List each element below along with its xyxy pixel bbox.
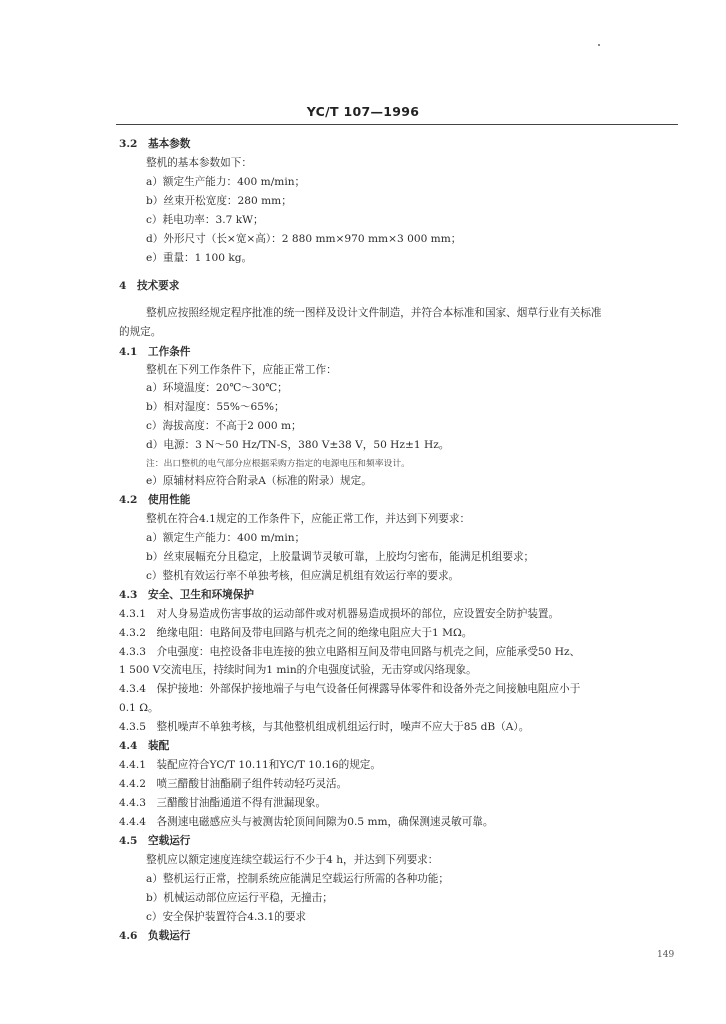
clause-4-4-4: 4.4.4 各测速电磁感应头与被测齿轮顶间间隙为0.5 mm，确保测速灵敏可靠。 [119,816,494,828]
section-4-2-heading: 4.2 使用性能 [119,494,191,506]
list-item: d）电源：3 N～50 Hz/TN-S，380 V±38 V，50 Hz±1 Hz。 [146,439,450,451]
clause-4-3-5: 4.3.5 整机噪声不单独考核，与其他整机组成机组运行时，噪声不应大于85 dB（A）。 [119,721,530,733]
clause-4-4-2: 4.4.2 喷三醋酸甘油酯刷子组件转动轻巧灵活。 [119,778,348,790]
list-item: c）海拔高度：不高于2 000 m； [146,420,302,432]
section-4-heading: 4 技术要求 [119,280,180,292]
standard-header-code: YC/T 107—1996 [306,104,420,119]
scan-speck [598,44,600,46]
clause-4-4-1: 4.4.1 装配应符合YC/T 10.11和YC/T 10.16的规定。 [119,759,381,771]
list-item: a）额定生产能力：400 m/min； [146,176,306,188]
list-item: b）丝束展幅充分且稳定，上胶量调节灵敏可靠，上胶均匀密布，能满足机组要求； [146,551,535,563]
list-item: c）耗电功率：3.7 kW； [146,214,264,226]
section-4-1-heading: 4.1 工作条件 [119,346,191,358]
clause-4-3-2: 4.3.2 绝缘电阻：电路间及带电回路与机壳之间的绝缘电阻应大于1 MΩ。 [119,627,473,639]
text-line: 0.1 Ω。 [119,702,159,714]
note-line: 注：出口整机的电气部分应根据采购方指定的电源电压和频率设计。 [146,459,410,469]
section-3-2-heading: 3.2 基本参数 [119,138,191,150]
list-item: a）整机运行正常，控制系统应能满足空载运行所需的各种功能； [146,873,449,885]
list-item: a）环境温度：20℃～30℃； [146,382,288,394]
text-line: 整机在下列工作条件下，应能正常工作： [146,364,337,376]
section-4-3-heading: 4.3 安全、卫生和环境保护 [119,589,254,601]
clause-4-3-1: 4.3.1 对人身易造成伤害事故的运动部件或对机器易造成损坏的部位，应设置安全防护装置。 [119,608,560,620]
section-4-4-heading: 4.4 装配 [119,740,170,752]
text-line: 整机在符合4.1规定的工作条件下，应能正常工作，并达到下列要求： [146,513,471,525]
clause-4-4-3: 4.4.3 三醋酸甘油酯通道不得有泄漏现象。 [119,797,327,809]
list-item: a）额定生产能力：400 m/min； [146,532,306,544]
list-item: c）安全保护装置符合4.3.1的要求 [146,911,307,923]
clause-4-3-4: 4.3.4 保护接地：外部保护接地端子与电气设备任何裸露导体零件和设备外壳之间接触电阻应小于 [119,683,581,695]
text-line: 1 500 V交流电压，持续时间为1 min的介电强度试验，无击穿或闪络现象。 [119,664,477,676]
list-item: c）整机有效运行率不单独考核，但应满足机组有效运行率的要求。 [146,570,460,582]
list-item: b）丝束开松宽度：280 mm； [146,195,292,207]
list-item: d）外形尺寸（长×宽×高）：2 880 mm×970 mm×3 000 mm； [146,233,462,245]
section-4-5-heading: 4.5 空载运行 [119,835,191,847]
text-line: 整机的基本参数如下： [146,157,252,169]
page-number: 149 [657,950,675,960]
section-4-6-heading: 4.6 负载运行 [119,930,191,942]
list-item: b）相对湿度：55%～65%； [146,401,285,413]
text-line: 整机应以额定速度连续空载运行不少于4 h，并达到下列要求： [146,854,439,866]
list-item: e）原辅材料应符合附录A（标准的附录）规定。 [146,475,372,487]
text-line: 整机应按照经规定程序批准的统一图样及设计文件制造，并符合本标准和国家、烟草行业有关标准 [146,307,602,319]
clause-4-3-3: 4.3.3 介电强度：电控设备非电连接的独立电路相互间及带电回路与机壳之间，应能承受50 Hz、 [119,646,581,658]
text-line: 的规定。 [119,326,162,338]
header-rule [116,124,678,125]
list-item: e）重量：1 100 kg。 [146,252,253,264]
list-item: b）机械运动部位应运行平稳，无撞击； [146,892,333,904]
